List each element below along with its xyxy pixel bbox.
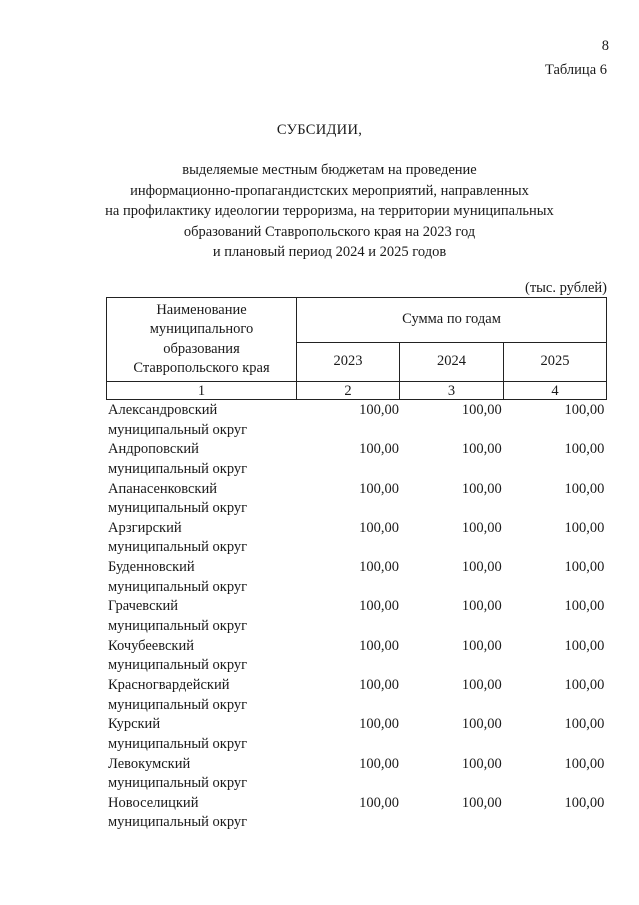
value-2025: 100,00 (564, 637, 605, 654)
table-row (108, 597, 606, 636)
municipality-type-line: муниципальный округ (108, 460, 248, 477)
value-2023: 100,00 (359, 402, 399, 418)
value-2024: 100,00 (461, 480, 502, 497)
value-2025: 100,00 (564, 677, 605, 694)
municipality-name-line: Апанасенковский (108, 480, 217, 497)
municipality-name (108, 440, 298, 479)
column-number: 2 (297, 382, 400, 400)
table-row (108, 755, 606, 794)
value-2024: 100,00 (461, 755, 502, 772)
value-2025: 100,00 (564, 480, 605, 497)
subtitle-line: на профилактику идеологии терроризма, на территории муниципальных (105, 203, 554, 219)
table-row (108, 637, 606, 676)
header-name-line: муниципального (149, 321, 254, 337)
table-label: Таблица 6 (544, 62, 607, 78)
value-2023: 100,00 (359, 559, 399, 576)
municipality-name (108, 597, 298, 636)
municipality-name (108, 558, 298, 597)
municipality-name-line: Красногвардейский (108, 677, 230, 694)
municipality-type-line: муниципальный округ (108, 421, 248, 438)
table-row (108, 794, 606, 833)
header-municipality-name (107, 298, 297, 382)
value-2023: 100,00 (359, 598, 399, 615)
municipality-name (108, 715, 298, 754)
municipality-name-line: Буденновский (108, 559, 195, 576)
table-row (108, 558, 606, 597)
value-2024: 100,00 (461, 559, 502, 576)
subtitle-line: образований Ставропольского края на 2023 год (183, 223, 476, 240)
municipality-type-line: муниципальный округ (108, 578, 248, 595)
municipality-type-line: муниципальный округ (108, 775, 248, 792)
value-2024: 100,00 (461, 716, 502, 733)
column-number: 3 (400, 382, 504, 400)
column-number: 4 (504, 382, 607, 400)
municipality-name (108, 676, 298, 715)
municipality-type-line: муниципальный округ (108, 539, 248, 556)
municipality-name-line: Кочубеевский (108, 637, 194, 654)
value-2023: 100,00 (359, 755, 399, 772)
column-number: 1 (107, 382, 297, 400)
value-2024: 100,00 (461, 637, 502, 654)
value-2023: 100,00 (359, 677, 399, 694)
value-2024: 100,00 (461, 441, 502, 458)
municipality-name (108, 794, 298, 833)
header-name-line: Наименование (156, 301, 247, 318)
value-2025: 100,00 (564, 755, 605, 772)
municipality-name (108, 519, 298, 558)
municipality-type-line: муниципальный округ (108, 500, 248, 517)
table-header (106, 297, 607, 400)
value-2023: 100,00 (359, 480, 399, 497)
document-title: СУБСИДИИ, (276, 122, 363, 138)
table-row (108, 440, 606, 479)
municipality-name-line: Новоселицкий (108, 794, 199, 811)
value-2025: 100,00 (564, 441, 605, 458)
value-2024: 100,00 (461, 677, 502, 694)
municipality-name-line: Арзгирский (108, 519, 182, 536)
municipality-name (108, 637, 298, 676)
table-row (108, 401, 606, 440)
value-2025: 100,00 (564, 519, 605, 536)
municipality-name-line: Левокумский (108, 755, 191, 772)
municipality-name (108, 755, 298, 794)
table-row (108, 715, 606, 754)
header-name-line: образования (163, 340, 240, 357)
table-body (108, 401, 606, 833)
municipality-type-line: муниципальный округ (108, 657, 248, 674)
value-2025: 100,00 (564, 598, 605, 615)
value-2025: 100,00 (564, 794, 605, 811)
value-2025: 100,00 (564, 716, 605, 733)
municipality-type-line: муниципальный округ (108, 735, 248, 752)
subtitle-line: выделяемые местным бюджетам на проведение (182, 162, 477, 178)
municipality-type-line: муниципальный округ (108, 617, 248, 634)
header-year-2025: 2025 (504, 343, 607, 382)
units-label: (тыс. рублей) (525, 280, 607, 296)
value-2023: 100,00 (359, 637, 399, 654)
header-name-line: Ставропольского края (133, 360, 270, 376)
municipality-name (108, 480, 298, 519)
subtitle-line: и плановый период 2024 и 2025 годов (212, 244, 447, 260)
municipality-type-line: муниципальный округ (108, 696, 248, 713)
municipality-name-line: Андроповский (108, 441, 199, 458)
value-2024: 100,00 (461, 402, 502, 418)
municipality-type-line: муниципальный округ (108, 814, 248, 831)
subtitle-line: информационно-пропагандистских мероприятий, направленных (130, 182, 529, 199)
header-year-2023: 2023 (297, 343, 400, 382)
header-year-2024: 2024 (400, 343, 504, 382)
table-row (108, 480, 606, 519)
header-sum-by-years: Сумма по годам (297, 298, 607, 343)
municipality-name-line: Александровский (108, 402, 218, 418)
value-2024: 100,00 (461, 519, 502, 536)
value-2023: 100,00 (359, 716, 399, 733)
value-2023: 100,00 (359, 519, 399, 536)
value-2023: 100,00 (359, 441, 399, 458)
value-2025: 100,00 (564, 559, 605, 576)
value-2024: 100,00 (461, 598, 502, 615)
document-subtitle (70, 160, 589, 263)
table-row (108, 519, 606, 558)
municipality-name-line: Грачевский (108, 598, 179, 615)
value-2023: 100,00 (359, 794, 399, 811)
municipality-name-line: Курский (108, 716, 161, 733)
municipality-name (108, 401, 298, 440)
page-number: 8 (601, 38, 609, 54)
table-row (108, 676, 606, 715)
value-2025: 100,00 (564, 402, 605, 418)
value-2024: 100,00 (461, 794, 502, 811)
